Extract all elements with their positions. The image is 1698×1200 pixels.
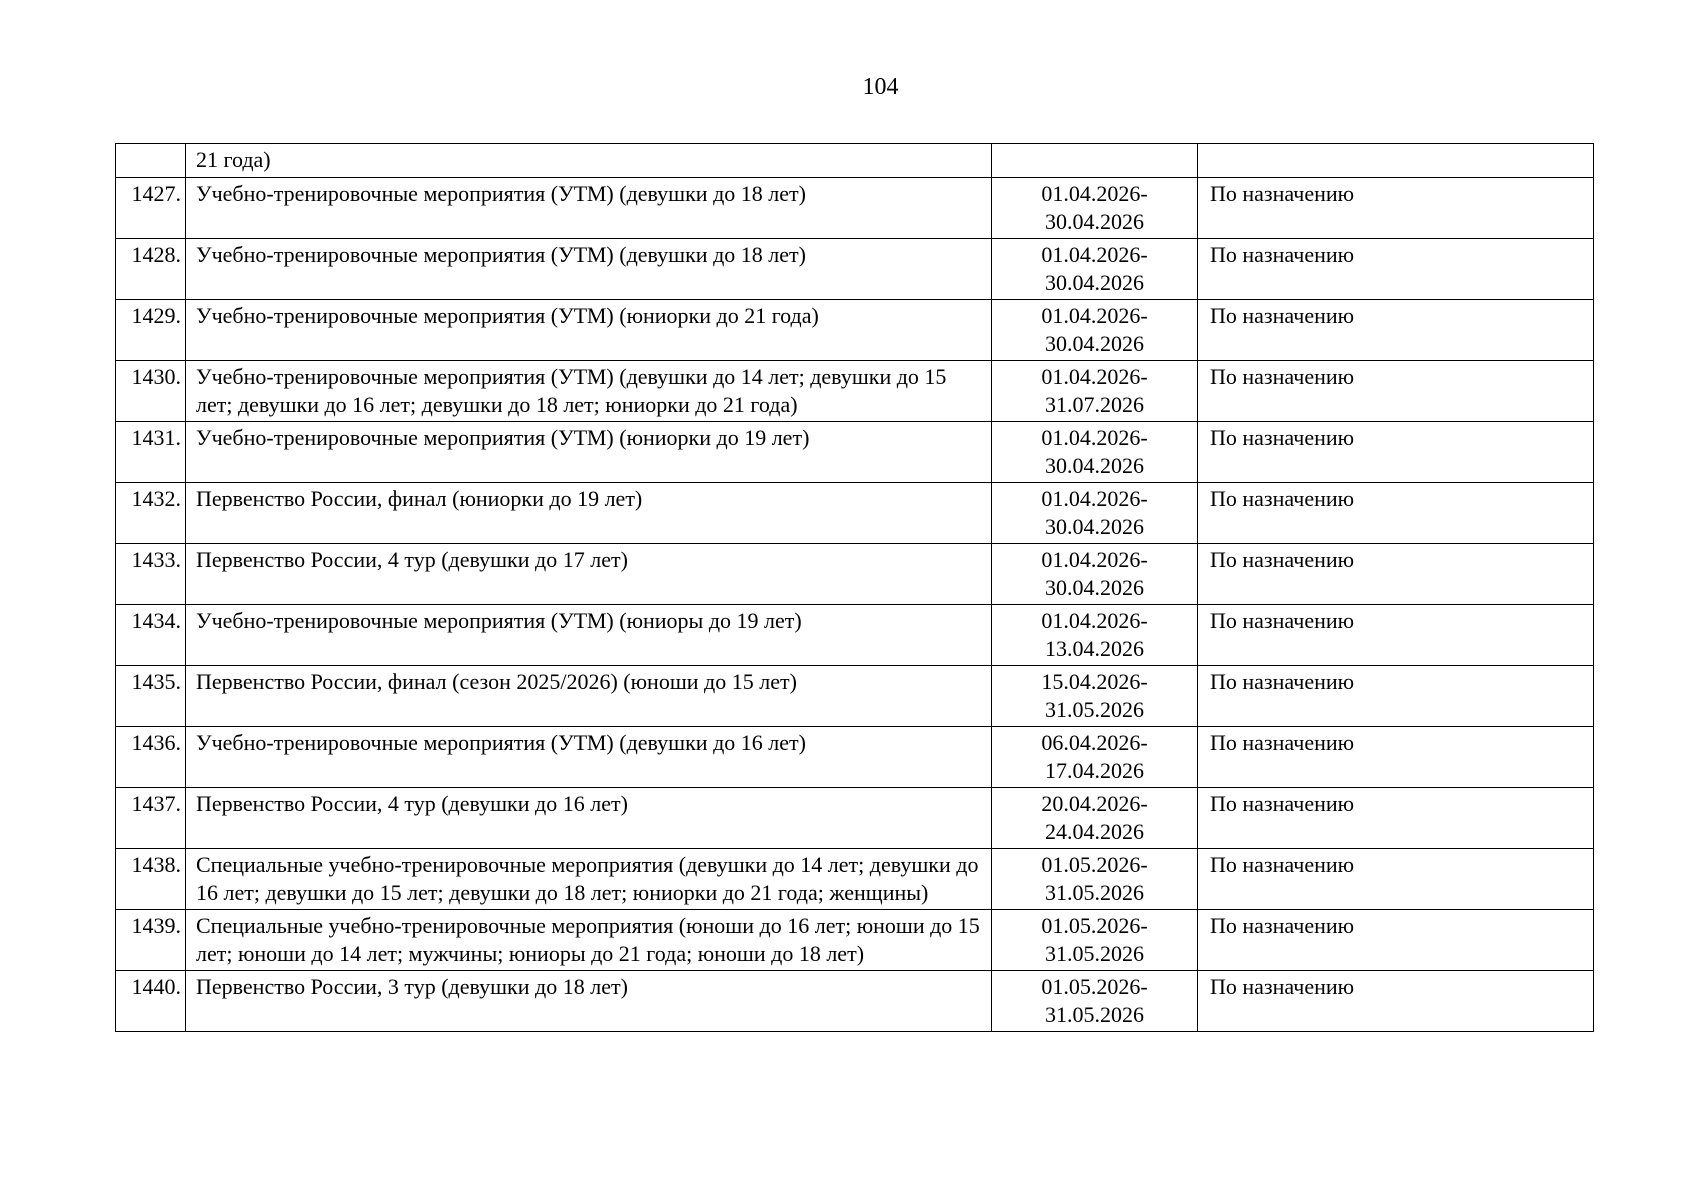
table-row [116, 727, 1594, 788]
event-name: Первенство России, 3 тур (девушки до 18 лет) [186, 971, 992, 1032]
row-number: 1428. [116, 239, 186, 300]
event-name: Первенство России, финал (сезон 2025/2026) (юноши до 15 лет) [186, 666, 992, 727]
event-dates [992, 666, 1198, 727]
row-number: 1430. [116, 361, 186, 422]
row-number: 1437. [116, 788, 186, 849]
continuation-row [116, 144, 1594, 178]
date-start: 15.04.2026- [1041, 669, 1148, 694]
date-end: 30.04.2026 [1045, 513, 1144, 539]
event-dates [992, 361, 1198, 422]
table-row [116, 239, 1594, 300]
date-start: 01.04.2026- [1041, 547, 1148, 572]
date-start: 01.04.2026- [1041, 303, 1148, 328]
date-start: 01.04.2026- [1041, 486, 1148, 511]
table-row [116, 788, 1594, 849]
date-end: 30.04.2026 [1045, 269, 1144, 295]
table-row [116, 971, 1594, 1032]
dates-cell [992, 144, 1198, 178]
event-dates [992, 971, 1198, 1032]
row-number: 1427. [116, 178, 186, 239]
date-start: 20.04.2026- [1041, 791, 1148, 816]
event-name: Учебно-тренировочные мероприятия (УТМ) (юниоры до 19 лет) [186, 605, 992, 666]
event-dates [992, 788, 1198, 849]
row-number: 1429. [116, 300, 186, 361]
row-number: 1433. [116, 544, 186, 605]
event-place: По назначению [1198, 239, 1594, 300]
date-end: 31.05.2026 [1045, 879, 1144, 905]
event-dates [992, 483, 1198, 544]
date-start: 01.05.2026- [1041, 852, 1148, 877]
event-dates [992, 422, 1198, 483]
event-place: По назначению [1198, 361, 1594, 422]
events-table-body [116, 144, 1594, 1032]
event-place: По назначению [1198, 727, 1594, 788]
table-row [116, 910, 1594, 971]
table-row [116, 605, 1594, 666]
row-number: 1435. [116, 666, 186, 727]
table-row [116, 300, 1594, 361]
date-end: 31.05.2026 [1045, 696, 1144, 722]
event-name: Первенство России, 4 тур (девушки до 16 лет) [186, 788, 992, 849]
date-start: 01.05.2026- [1041, 974, 1148, 999]
date-end: 13.04.2026 [1045, 635, 1144, 661]
date-end: 31.05.2026 [1045, 1001, 1144, 1027]
event-name: Учебно-тренировочные мероприятия (УТМ) (юниорки до 19 лет) [186, 422, 992, 483]
event-dates [992, 910, 1198, 971]
date-start: 01.04.2026- [1041, 364, 1148, 389]
event-place: По назначению [1198, 422, 1594, 483]
event-dates [992, 300, 1198, 361]
date-end: 24.04.2026 [1045, 818, 1144, 844]
event-place: По назначению [1198, 788, 1594, 849]
row-number: 1438. [116, 849, 186, 910]
date-end: 30.04.2026 [1045, 330, 1144, 356]
event-name: Первенство России, 4 тур (девушки до 17 лет) [186, 544, 992, 605]
event-place: По назначению [1198, 910, 1594, 971]
event-dates [992, 178, 1198, 239]
event-place: По назначению [1198, 483, 1594, 544]
row-number: 1432. [116, 483, 186, 544]
event-place: По назначению [1198, 666, 1594, 727]
event-name: Учебно-тренировочные мероприятия (УТМ) (девушки до 16 лет) [186, 727, 992, 788]
table-row [116, 178, 1594, 239]
event-place: По назначению [1198, 605, 1594, 666]
event-name: Учебно-тренировочные мероприятия (УТМ) (юниорки до 21 года) [186, 300, 992, 361]
table-row [116, 361, 1594, 422]
date-start: 01.04.2026- [1041, 181, 1148, 206]
event-name-cell: 21 года) [186, 144, 992, 178]
row-number: 1434. [116, 605, 186, 666]
event-dates [992, 727, 1198, 788]
date-start: 01.05.2026- [1041, 913, 1148, 938]
row-number: 1440. [116, 971, 186, 1032]
event-dates [992, 239, 1198, 300]
event-name: Учебно-тренировочные мероприятия (УТМ) (девушки до 18 лет) [186, 178, 992, 239]
event-name: Учебно-тренировочные мероприятия (УТМ) (девушки до 18 лет) [186, 239, 992, 300]
place-cell [1198, 144, 1594, 178]
event-place: По назначению [1198, 971, 1594, 1032]
date-start: 01.04.2026- [1041, 608, 1148, 633]
row-number: 1431. [116, 422, 186, 483]
event-dates [992, 544, 1198, 605]
event-dates [992, 849, 1198, 910]
date-end: 30.04.2026 [1045, 452, 1144, 478]
event-name: Учебно-тренировочные мероприятия (УТМ) (девушки до 14 лет; девушки до 15 лет; девушки до 16 лет; девушки до 18 лет; юниорки до 21 года) [186, 361, 992, 422]
table-row [116, 544, 1594, 605]
date-start: 01.04.2026- [1041, 242, 1148, 267]
table-row [116, 849, 1594, 910]
table-row [116, 422, 1594, 483]
table-row [116, 666, 1594, 727]
event-place: По назначению [1198, 300, 1594, 361]
event-place: По назначению [1198, 849, 1594, 910]
date-end: 30.04.2026 [1045, 574, 1144, 600]
row-number: 1439. [116, 910, 186, 971]
event-name: Специальные учебно-тренировочные мероприятия (юноши до 16 лет; юноши до 15 лет; юноши до 14 лет; мужчины; юниоры до 21 года; юноши до 18 лет) [186, 910, 992, 971]
row-number: 1436. [116, 727, 186, 788]
date-start: 06.04.2026- [1041, 730, 1148, 755]
event-place: По назначению [1198, 544, 1594, 605]
event-dates [992, 605, 1198, 666]
event-name: Первенство России, финал (юниорки до 19 лет) [186, 483, 992, 544]
date-start: 01.04.2026- [1041, 425, 1148, 450]
date-end: 31.07.2026 [1045, 391, 1144, 417]
event-place: По назначению [1198, 178, 1594, 239]
date-end: 17.04.2026 [1045, 757, 1144, 783]
event-name: Специальные учебно-тренировочные мероприятия (девушки до 14 лет; девушки до 16 лет; девушки до 15 лет; девушки до 18 лет; юниорки до 21 года; женщины) [186, 849, 992, 910]
events-table [115, 143, 1594, 1032]
date-end: 31.05.2026 [1045, 940, 1144, 966]
page-number: 104 [862, 74, 899, 100]
row-number-cell [116, 144, 186, 178]
date-end: 30.04.2026 [1045, 208, 1144, 234]
table-row [116, 483, 1594, 544]
